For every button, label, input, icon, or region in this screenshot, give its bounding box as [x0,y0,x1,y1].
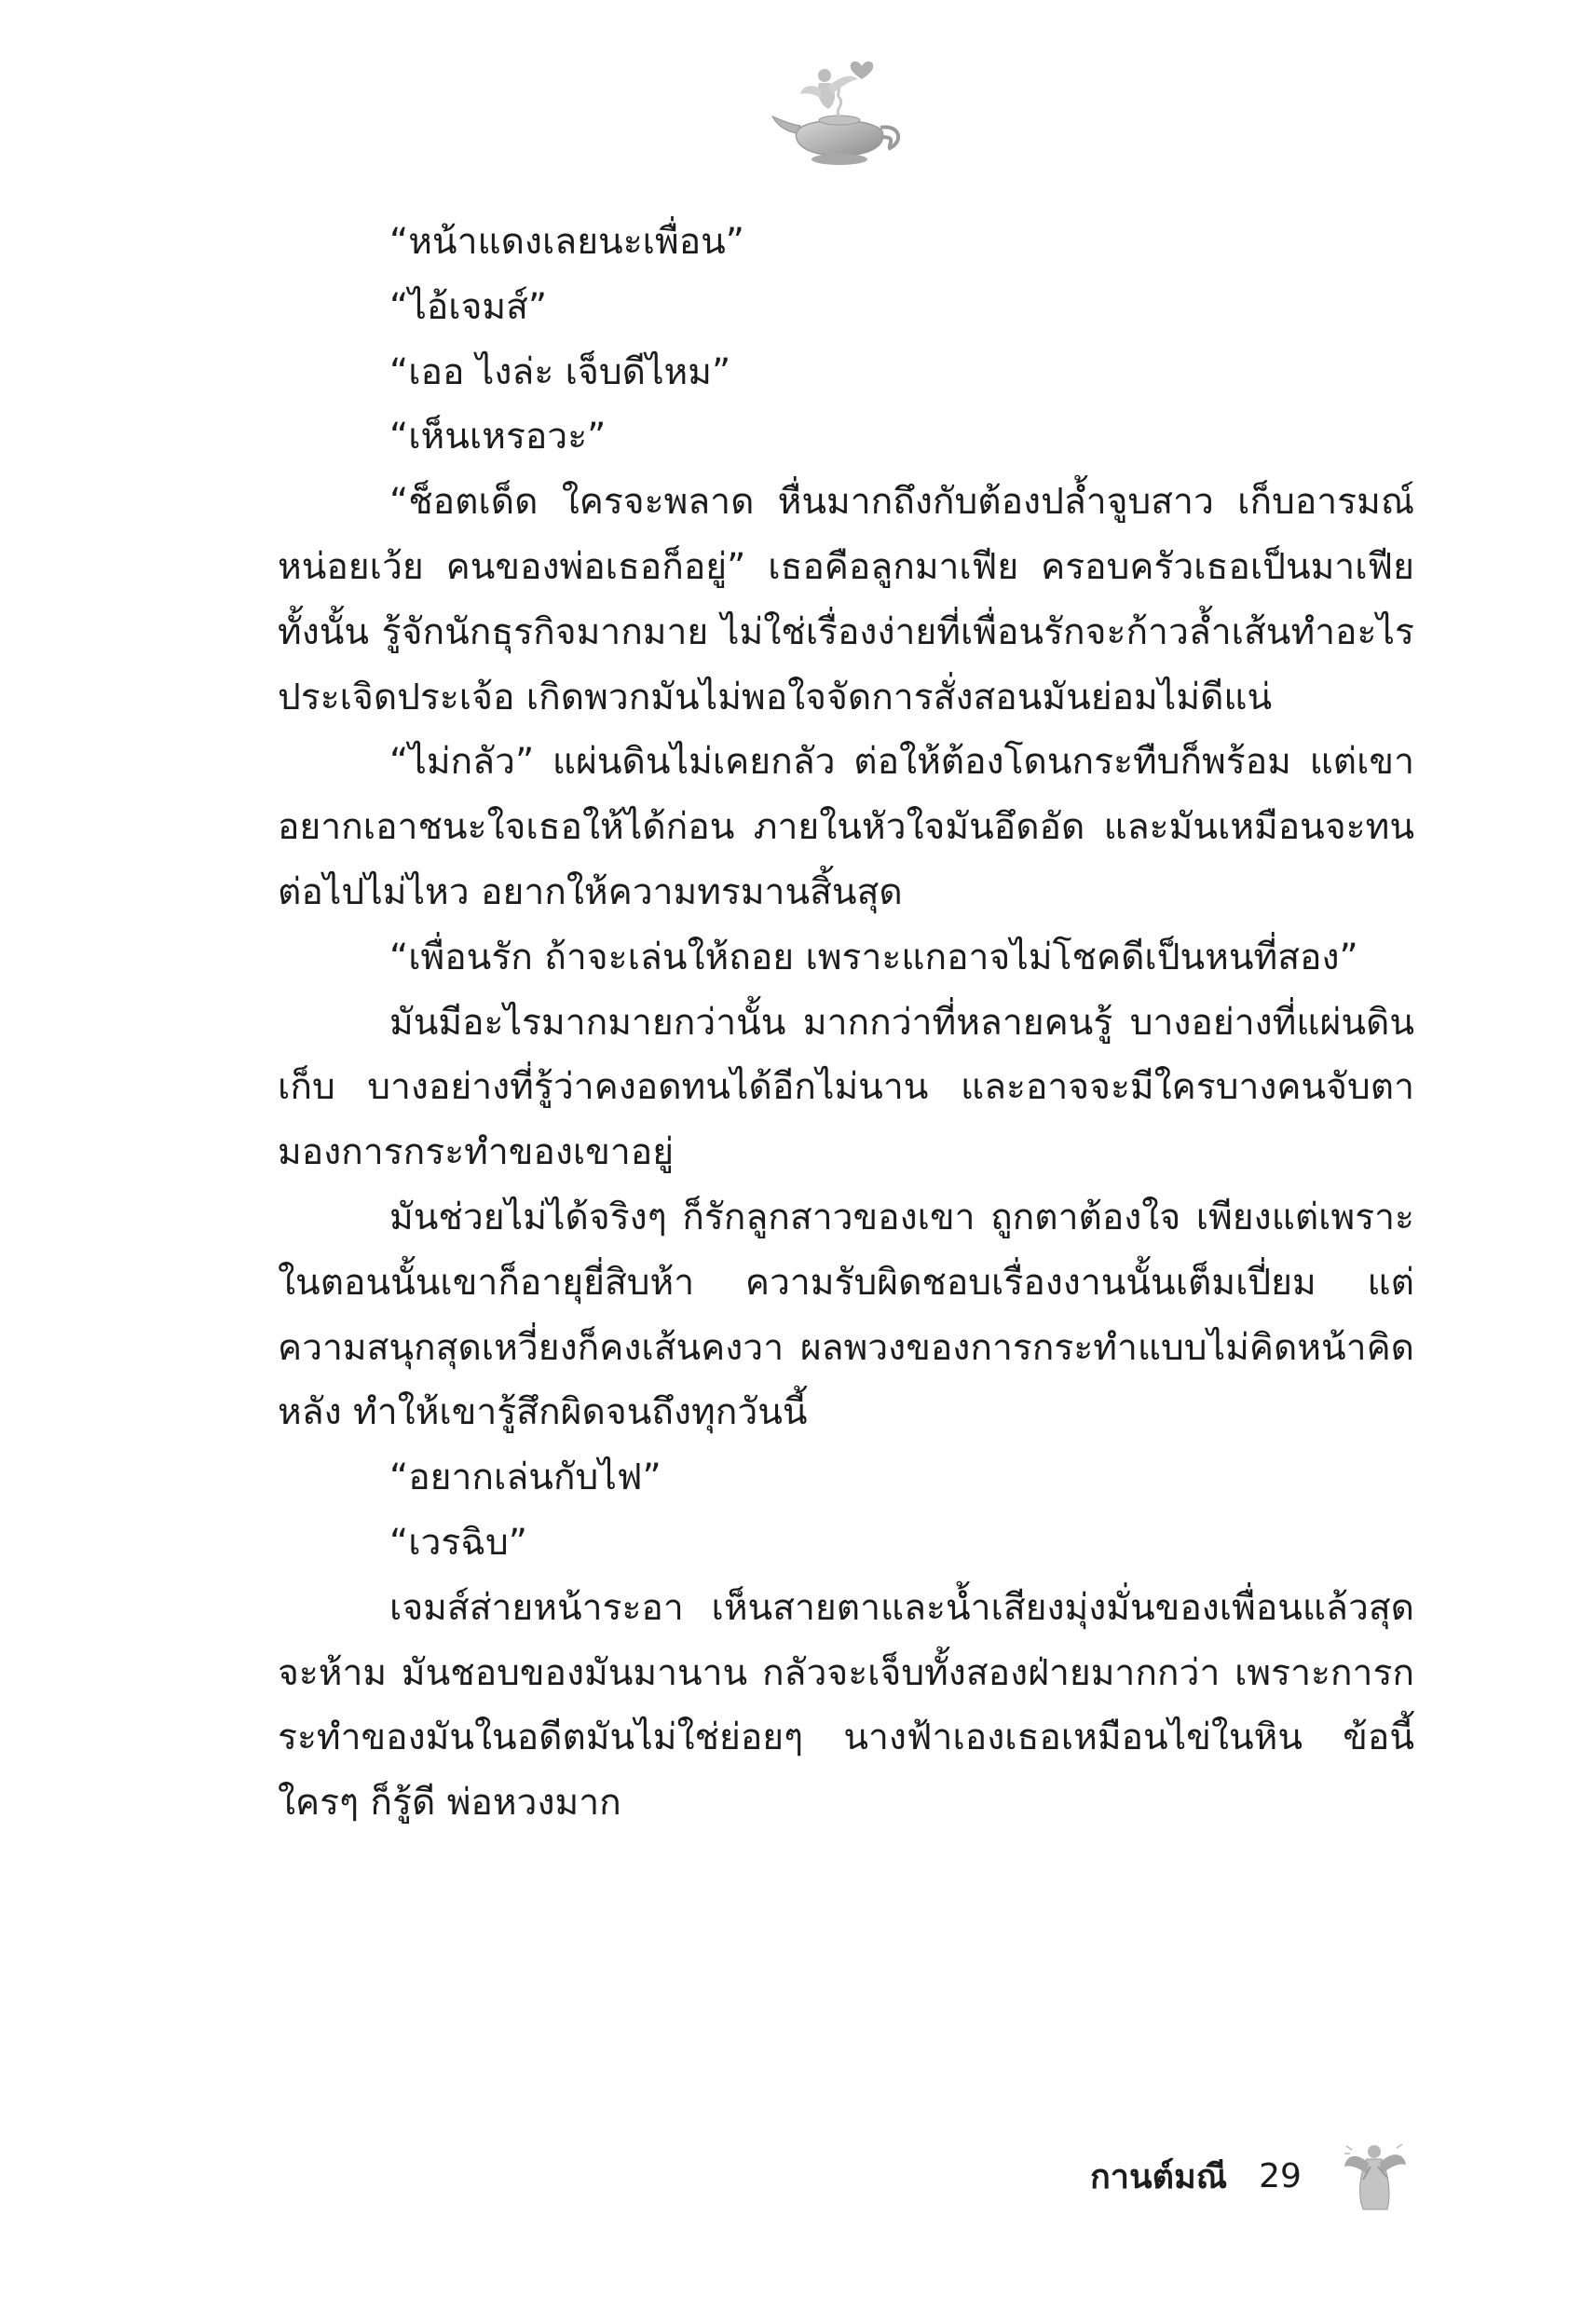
paragraph: มันช่วยไม่ได้จริงๆ ก็รักลูกสาวของเขา ถูกตาต้องใจ เพียงแต่เพราะในตอนนั้นเขาก็อายุยี่สิบห้า ความรับผิดชอบเรื่องงานนั้นเต็มเปี่ยม แต่ความสนุกสุดเหวี่ยงก็คงเส้นคงวา ผลพวงของการกระทำแบบไม่คิดหน้าคิดหลัง ทำให้เขารู้สึกผิดจนถึงทุกวันนี้ [278,1196,1414,1434]
paragraph: “เออ ไงล่ะ เจ็บดีไหม” [389,350,731,393]
teapot-cupid-ornament-icon [769,51,908,172]
paragraph: “เวรฉิบ” [389,1521,527,1564]
body-text [278,210,1414,1836]
paragraph: “ไอ้เจมส์” [389,285,548,328]
page-footer [1090,2139,1481,2213]
paragraph: “หน้าแดงเลยนะเพื่อน” [389,221,744,263]
paragraph: “อยากเล่นกับไฟ” [389,1456,662,1499]
paragraph: “เห็นเหรอวะ” [389,416,607,458]
angel-ornament-icon [1343,2139,1408,2213]
page-number: 29 [1259,2156,1302,2195]
paragraph: “ช็อตเด็ด ใครจะพลาด หื่นมากถึงกับต้องปล้ำจูบสาว เก็บอารมณ์หน่อยเว้ย คนของพ่อเธอก็อยู่” เธอคือลูกมาเฟีย ครอบครัวเธอเป็นมาเฟียทั้งนั้น รู้จักนักธุรกิจมากมาย ไม่ใช่เรื่องง่ายที่เพื่อนรักจะก้าวล้ำเส้นทำอะไรประเจิดประเจ้อ เกิดพวกมันไม่พอใจจัดการสั่งสอนมันย่อมไม่ดีแน่ [278,481,1414,718]
paragraph: เจมส์ส่ายหน้าระอา เห็นสายตาและน้ำเสียงมุ่งมั่นของเพื่อนแล้วสุดจะห้าม มันชอบของมันมานาน กลัวจะเจ็บทั้งสองฝ่ายมากกว่า เพราะการกระทำของมันในอดีตมันไม่ใช่ย่อยๆ นางฟ้าเองเธอเหมือนไข่ในหิน ข้อนี้ใครๆ ก็รู้ดี พ่อหวงมาก [278,1586,1414,1825]
book-title: กานต์มณี [1090,2157,1228,2196]
paragraph: “เพื่อนรัก ถ้าจะเล่นให้ถอย เพราะแกอาจไม่โชคดีเป็นหนที่สอง” [389,936,1358,978]
paragraph: มันมีอะไรมากมายกว่านั้น มากกว่าที่หลายคนรู้ บางอย่างที่แผ่นดินเก็บ บางอย่างที่รู้ว่าคงอดทนได้อีกไม่นาน และอาจจะมีใครบางคนจับตามองการกระทำของเขาอยู่ [278,1001,1414,1174]
paragraph: “ไม่กลัว” แผ่นดินไม่เคยกลัว ต่อให้ต้องโดนกระทืบก็พร้อม แต่เขาอยากเอาชนะใจเธอให้ได้ก่อน ภายในหัวใจมันอึดอัด และมันเหมือนจะทนต่อไปไม่ไหว อยากให้ความทรมานสิ้นสุด [278,741,1414,913]
